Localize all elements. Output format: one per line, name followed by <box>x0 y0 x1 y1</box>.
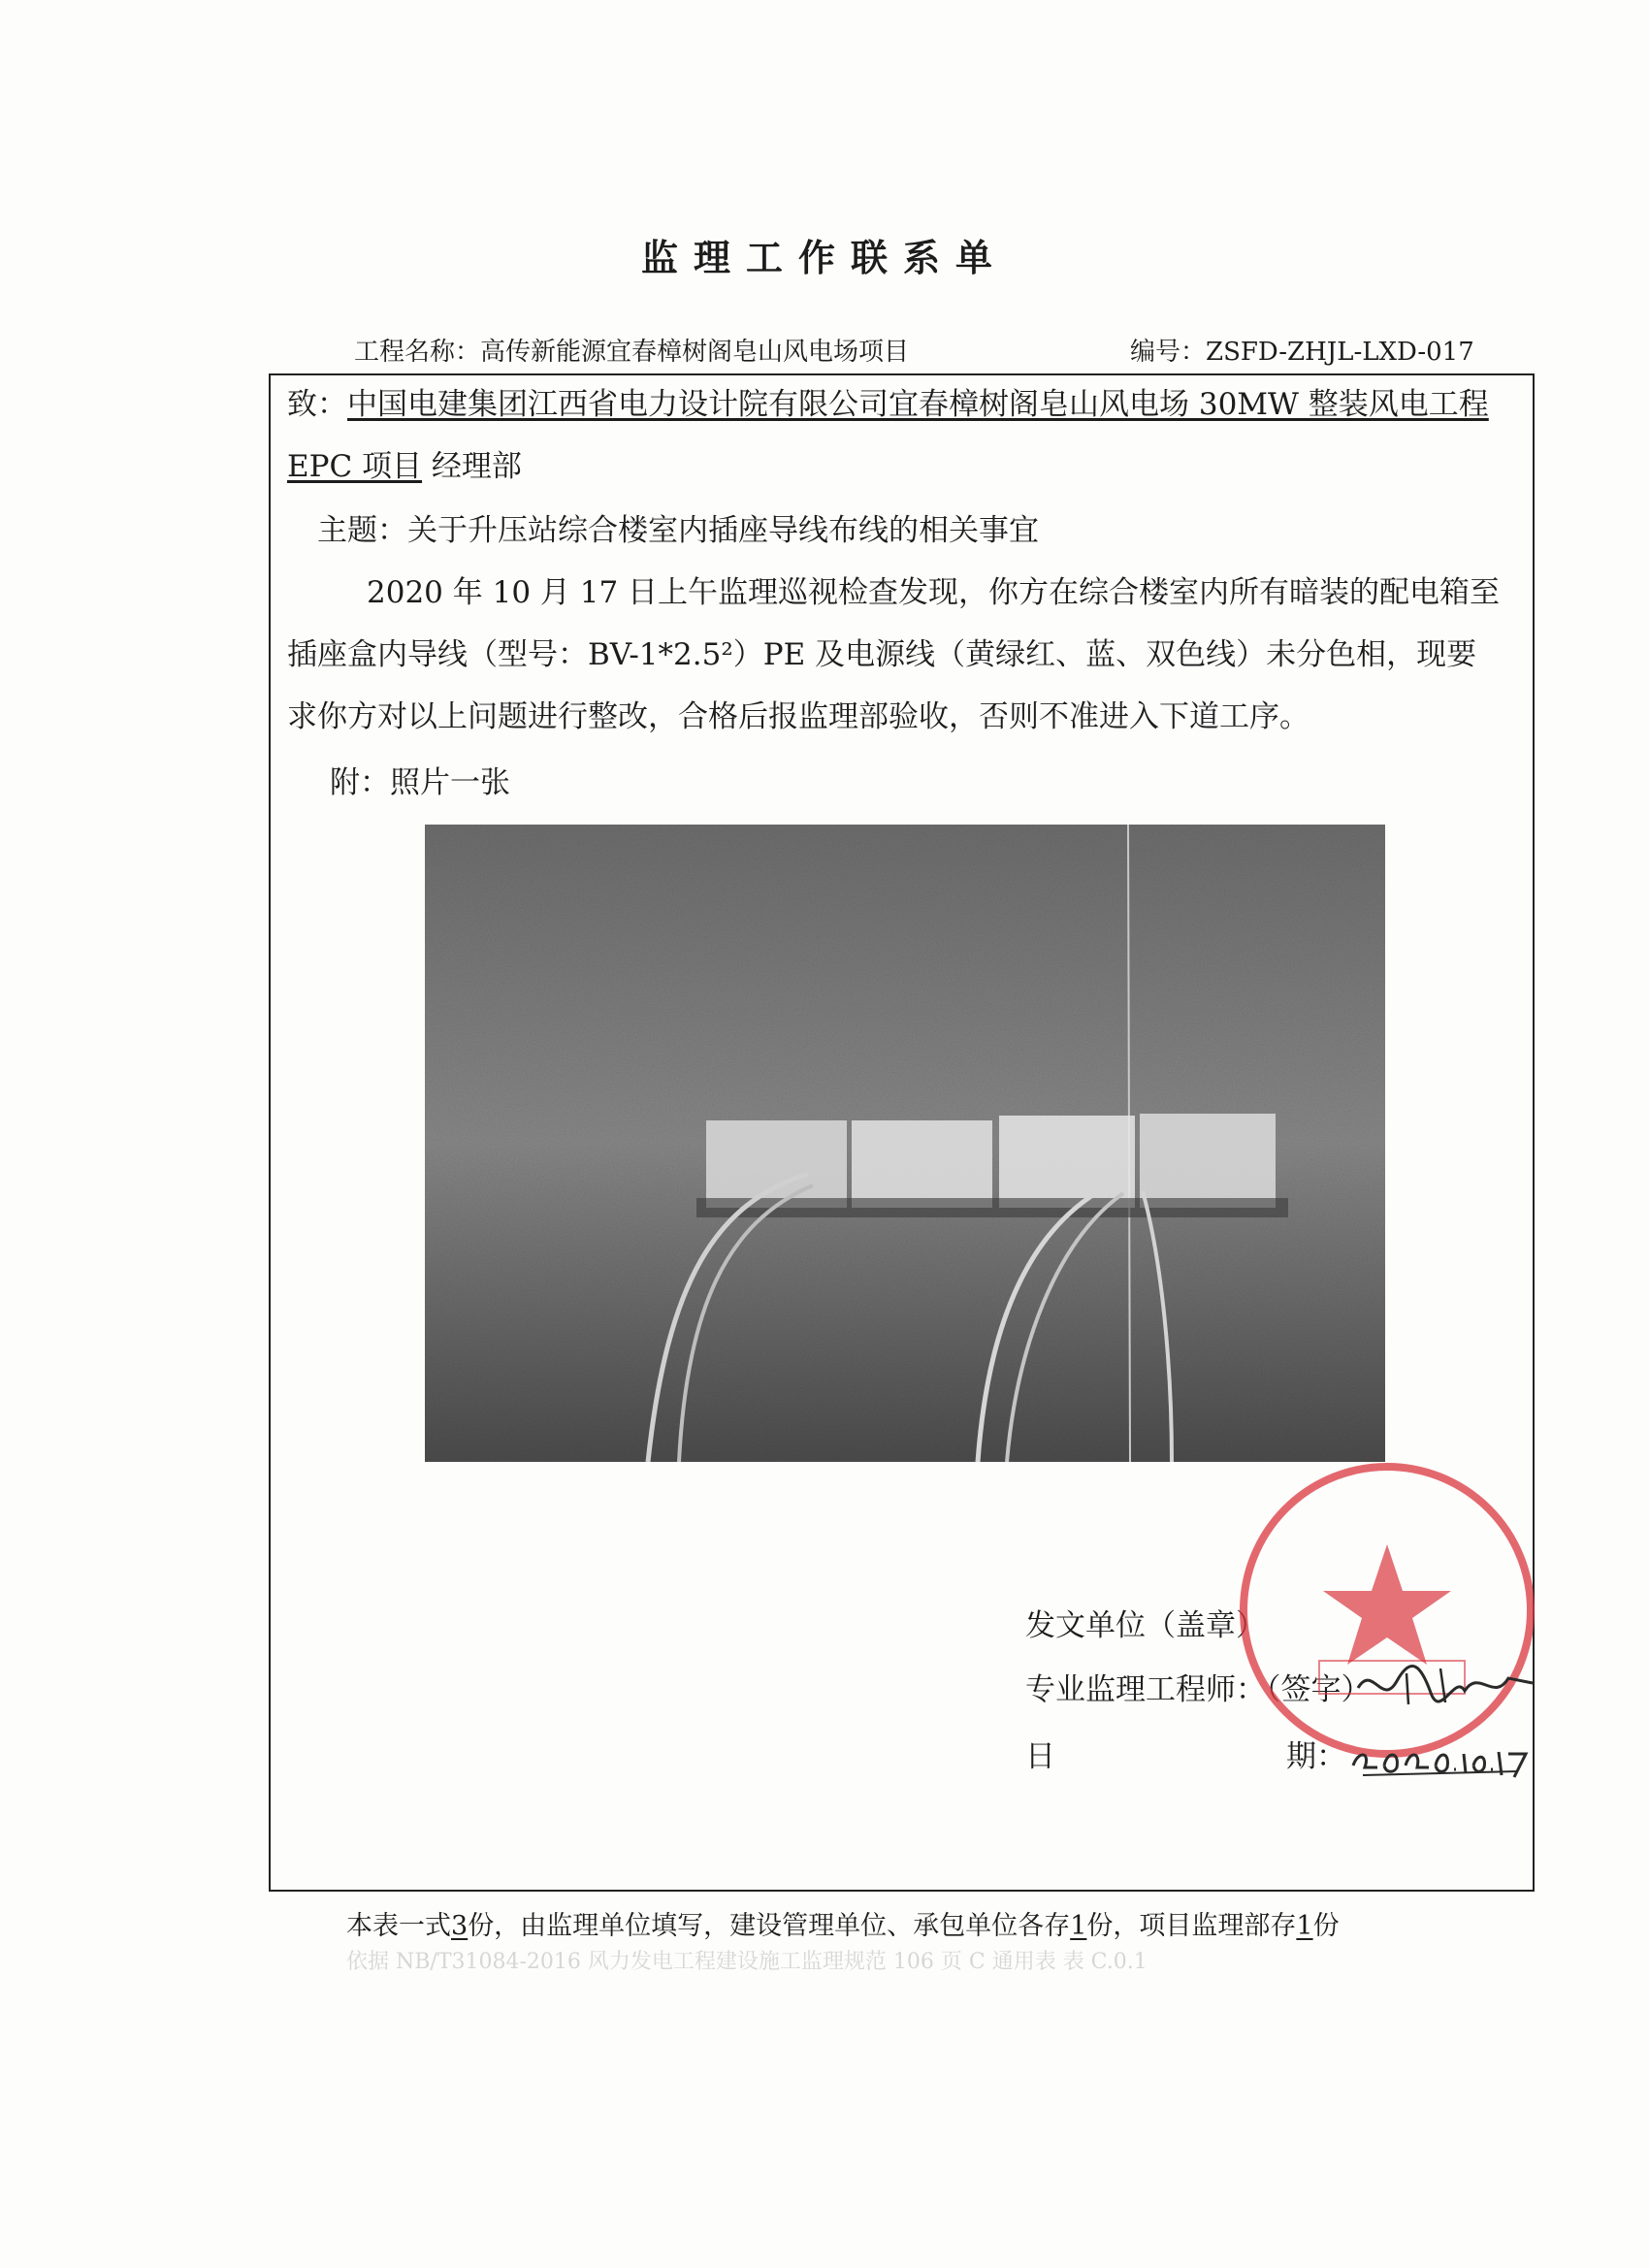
subject-line: 主题：关于升压站综合楼室内插座导线布线的相关事宜 <box>317 513 1039 548</box>
recipient-prefix: 致： <box>287 387 347 422</box>
copies-note <box>346 1904 1340 1942</box>
copies-dept: 1 <box>1296 1911 1313 1941</box>
copies-text-1: 本表一式 <box>346 1911 451 1941</box>
page-title: 监理工作联系单 <box>640 236 1008 279</box>
recipient-line-1 <box>287 385 1489 424</box>
inspection-photo <box>425 825 1385 1462</box>
body-line-2: 插座盒内导线（型号：BV-1*2.5²）PE 及电源线（黄绿红、蓝、双色线）未分色相，现要 <box>287 637 1477 672</box>
recipient-dept: 经理部 <box>422 449 522 484</box>
body-line-1: 2020 年 10 月 17 日上午监理巡视检查发现，你方在综合楼室内所有暗装的配电箱至 <box>367 575 1501 610</box>
engineer-label: 专业监理工程师：（签字） <box>1025 1672 1372 1707</box>
recipient-org: 中国电建集团江西省电力设计院有限公司宜春樟树阁皂山风电场 30MW 整装风电工程 <box>347 387 1489 422</box>
document-number: 编号：ZSFD-ZHJL-LXD-017 <box>1130 338 1474 367</box>
copies-text-4: 份 <box>1312 1911 1340 1941</box>
reference-note: 依据 NB/T31084-2016 风力发电工程建设施工监理规范 106 页 C 通用表 表 C.0.1 <box>346 1950 1148 1974</box>
engineer-signature <box>1348 1654 1542 1712</box>
body-line-3: 求你方对以上问题进行整改，合格后报监理部验收，否则不准进入下道工序。 <box>287 699 1310 734</box>
copies-text-2: 份，由监理单位填写，建设管理单位、承包单位各存 <box>468 1911 1071 1941</box>
issuer-label: 发文单位（盖章） <box>1025 1608 1266 1643</box>
project-name: 工程名称：高传新能源宜春樟树阁皂山风电场项目 <box>354 338 910 367</box>
date-label-end: 期： <box>1286 1739 1346 1774</box>
recipient-org-continued: EPC 项目 <box>287 449 423 484</box>
date-label-start: 日 <box>1025 1739 1055 1774</box>
copies-text-3: 份，项目监理部存 <box>1086 1911 1297 1941</box>
recipient-line-2 <box>287 447 522 486</box>
official-seal <box>1232 1455 1542 1766</box>
copies-each: 1 <box>1070 1911 1087 1941</box>
attachment-note: 附：照片一张 <box>330 765 510 800</box>
handwritten-date <box>1343 1727 1537 1785</box>
copies-total: 3 <box>451 1911 469 1941</box>
